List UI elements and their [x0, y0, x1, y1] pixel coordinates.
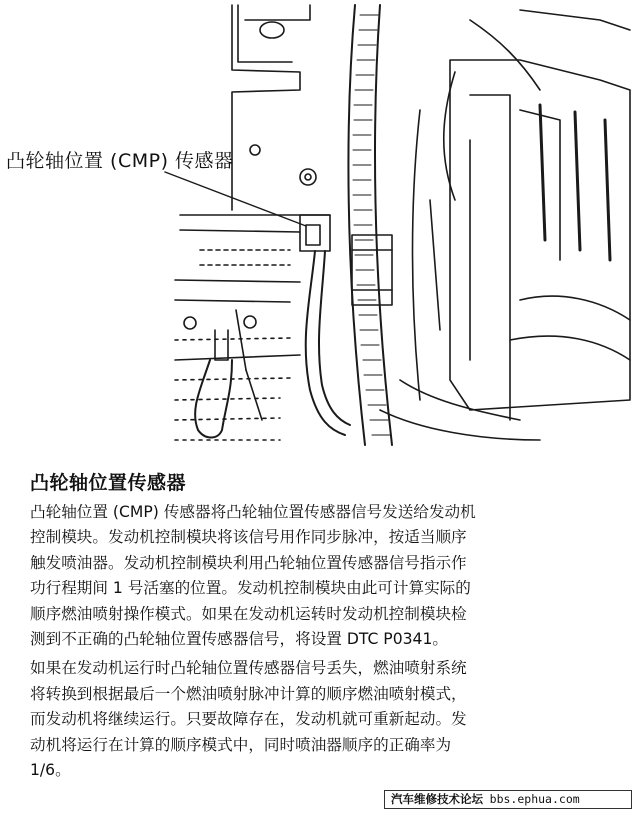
- description-paragraph-2: 如果在发动机运行时凸轮轴位置传感器信号丢失，燃油喷射系统将转换到根据最后一个燃油喷射脉冲计算的顺序燃油喷射模式，而发动机将继续运行。只要故障存在，发动机就可重新起动。发动机将运行在计算的顺序模式中，同时喷油器顺序的正确率为 1/6。: [30, 659, 467, 780]
- site-watermark: [384, 790, 632, 809]
- watermark-site-name: 汽车维修技术论坛: [391, 792, 483, 806]
- cmp-sensor-callout-label: 凸轮轴位置 (CMP) 传感器: [6, 150, 234, 172]
- section-title: 凸轮轴位置传感器: [30, 472, 187, 494]
- watermark-url: bbs.ephua.com: [489, 792, 580, 806]
- description-paragraph-1: 凸轮轴位置 (CMP) 传感器将凸轮轴位置传感器信号发送给发动机控制模块。发动机控制模块将该信号用作同步脉冲，按适当顺序触发喷油器。发动机控制模块利用凸轮轴位置传感器信号指示作功行程期间 1 号活塞的位置。发动机控制模块由此可计算实际的顺序燃油喷射操作模式。如果在发动机运转时发动机控制模块检测到不正确的凸轮轴位置传感器信号，将设置 DTC P0341。: [30, 503, 476, 649]
- description-text: [30, 500, 476, 787]
